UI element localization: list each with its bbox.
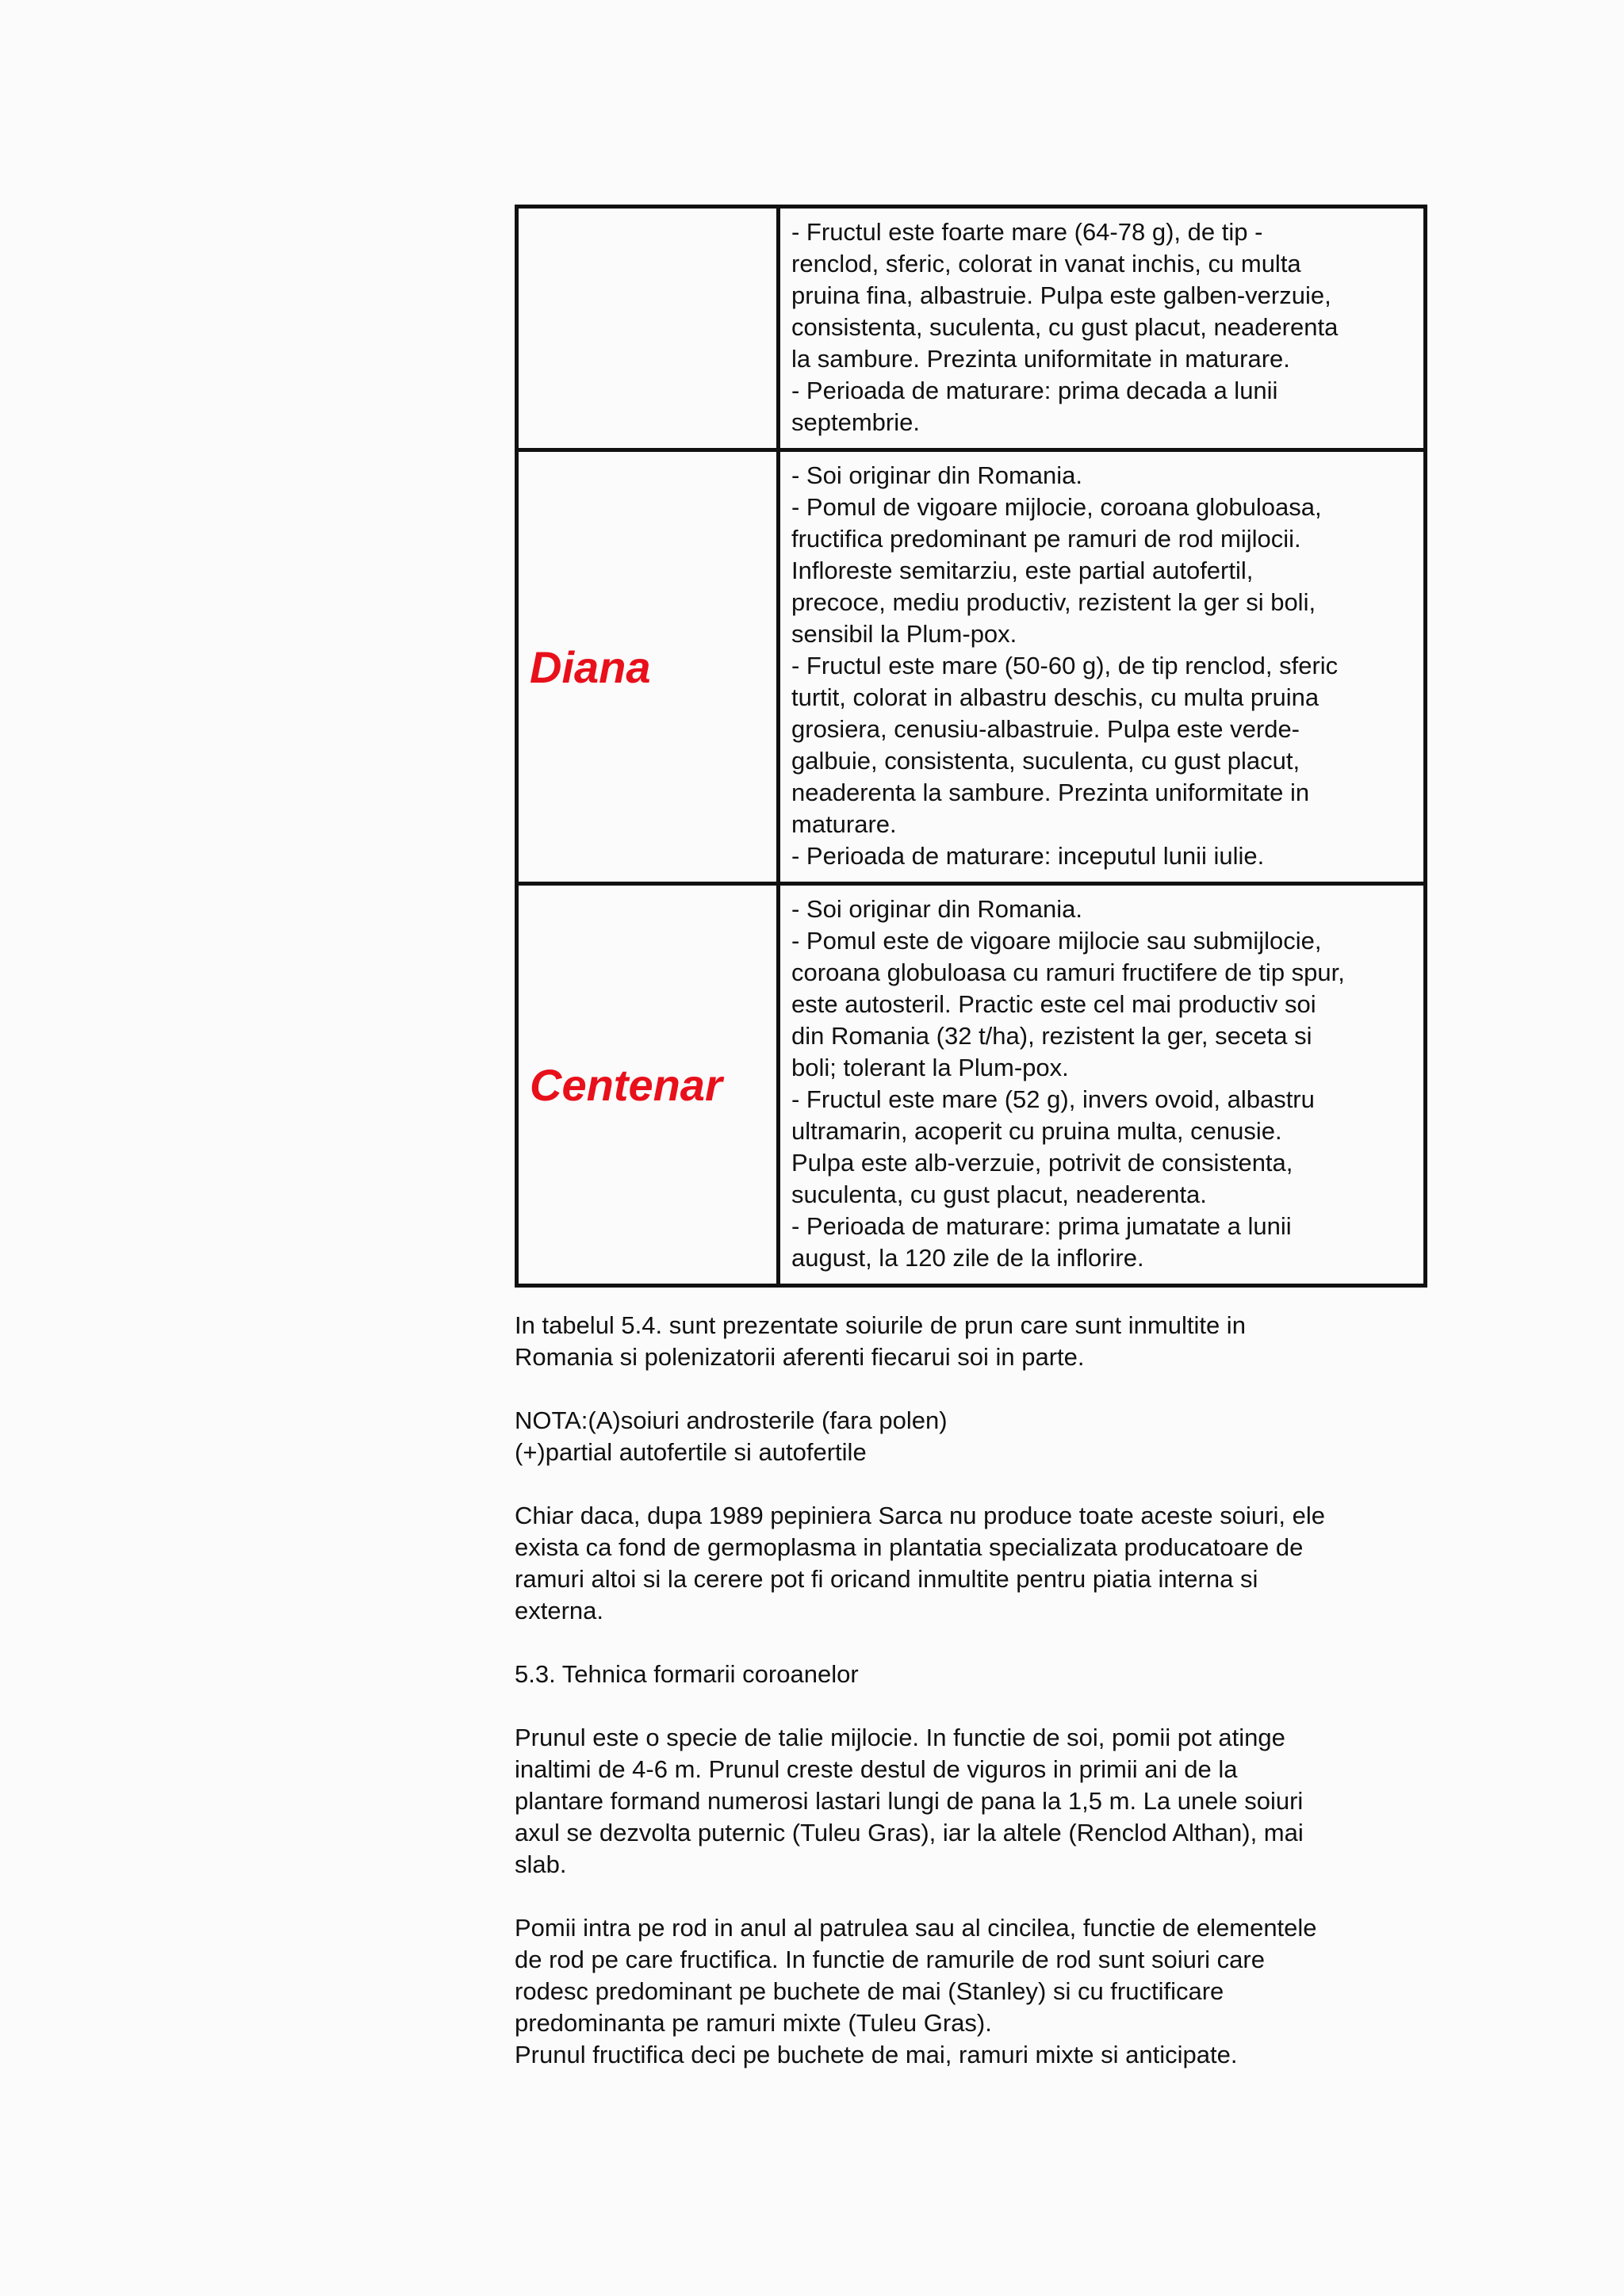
- description-line: sensibil la Plum-pox.: [791, 620, 1017, 648]
- description-line: august, la 120 zile de la inflorire.: [791, 1244, 1144, 1272]
- text-line: NOTA:(A)soiuri androsterile (fara polen): [515, 1406, 948, 1434]
- description-line: - Pomul de vigoare mijlocie, coroana globuloasa,: [791, 493, 1322, 521]
- variety-name-centenar: Centenar: [530, 1059, 722, 1110]
- description-line: - Perioada de maturare: prima jumatate a lunii: [791, 1212, 1292, 1240]
- description-line: neaderenta la sambure. Prezinta uniformitate in: [791, 779, 1310, 806]
- text-line: Prunul este o specie de talie mijlocie. In functie de soi, pomii pot atinge: [515, 1724, 1285, 1751]
- variety-description: [779, 884, 1426, 1286]
- paragraph-note: [515, 1405, 1434, 1468]
- table-row: [517, 450, 1426, 884]
- text-line: predominanta pe ramuri mixte (Tuleu Gras).: [515, 2009, 992, 2037]
- description-line: Pulpa este alb-verzuie, potrivit de consistenta,: [791, 1149, 1293, 1177]
- description-line: fructifica predominant pe ramuri de rod mijlocii.: [791, 525, 1301, 553]
- description-line: pruina fina, albastruie. Pulpa este galben-verzuie,: [791, 281, 1331, 309]
- variety-description: [779, 207, 1426, 450]
- text-line: In tabelul 5.4. sunt prezentate soiurile de prun care sunt inmultite in: [515, 1311, 1246, 1339]
- description-line: maturare.: [791, 810, 897, 838]
- description-line: suculenta, cu gust placut, neaderenta.: [791, 1181, 1207, 1208]
- paragraph-fruiting: [515, 1912, 1434, 2071]
- description-line: - Perioada de maturare: prima decada a lunii: [791, 377, 1278, 404]
- description-line: septembrie.: [791, 408, 920, 436]
- description-line: Infloreste semitarziu, este partial autofertil,: [791, 557, 1254, 584]
- variety-description: [779, 450, 1426, 884]
- plum-variety-table: [515, 205, 1427, 1288]
- paragraph-tree-size: [515, 1722, 1434, 1881]
- text-line: exista ca fond de germoplasma in plantatia specializata producatoare de: [515, 1533, 1304, 1561]
- text-line: Pomii intra pe rod in anul al patrulea sau al cincilea, functie de elementele: [515, 1914, 1317, 1942]
- text-line: Prunul fructifica deci pe buchete de mai, ramuri mixte si anticipate.: [515, 2041, 1238, 2068]
- description-line: turtit, colorat in albastru deschis, cu multa pruina: [791, 683, 1320, 711]
- description-line: din Romania (32 t/ha), rezistent la ger, seceta si: [791, 1022, 1312, 1050]
- description-line: ultramarin, acoperit cu pruina multa, cenusie.: [791, 1117, 1282, 1145]
- description-line: boli; tolerant la Plum-pox.: [791, 1054, 1069, 1081]
- description-line: - Fructul este mare (50-60 g), de tip renclod, sferic: [791, 652, 1339, 679]
- text-line: externa.: [515, 1597, 604, 1624]
- body-text: [515, 1310, 1434, 2071]
- text-line: 5.3. Tehnica formarii coroanelor: [515, 1660, 859, 1688]
- section-heading: [515, 1659, 1434, 1690]
- paragraph-germplasm: [515, 1500, 1434, 1627]
- description-line: coroana globuloasa cu ramuri fructifere de tip spur,: [791, 959, 1345, 986]
- text-line: slab.: [515, 1850, 567, 1878]
- text-line: axul se dezvolta puternic (Tuleu Gras), iar la altele (Renclod Althan), mai: [515, 1819, 1304, 1846]
- text-line: (+)partial autofertile si autofertile: [515, 1438, 867, 1466]
- description-line: - Perioada de maturare: inceputul lunii iulie.: [791, 842, 1265, 870]
- text-line: inaltimi de 4-6 m. Prunul creste destul de viguros in primii ani de la: [515, 1755, 1238, 1783]
- table-row: [517, 207, 1426, 450]
- description-line: galbuie, consistenta, suculenta, cu gust placut,: [791, 747, 1300, 775]
- table-row: [517, 884, 1426, 1286]
- description-line: grosiera, cenusiu-albastruie. Pulpa este verde-: [791, 715, 1300, 743]
- description-line: - Pomul este de vigoare mijlocie sau submijlocie,: [791, 927, 1322, 955]
- description-line: la sambure. Prezinta uniformitate in maturare.: [791, 345, 1290, 373]
- text-line: de rod pe care fructifica. In functie de ramurile de rod sunt soiuri care: [515, 1946, 1265, 1973]
- description-line: - Soi originar din Romania.: [791, 895, 1083, 923]
- text-line: rodesc predominant pe buchete de mai (Stanley) si cu fructificare: [515, 1977, 1224, 2005]
- description-line: - Fructul este mare (52 g), invers ovoid, albastru: [791, 1085, 1315, 1113]
- text-line: ramuri altoi si la cerere pot fi oricand inmultite pentru piatia interna si: [515, 1565, 1258, 1593]
- text-line: Chiar daca, dupa 1989 pepiniera Sarca nu produce toate aceste soiuri, ele: [515, 1502, 1325, 1529]
- variety-name-cell: [517, 207, 779, 450]
- text-line: plantare formand numerosi lastari lungi de pana la 1,5 m. La unele soiuri: [515, 1787, 1304, 1815]
- variety-name-diana: Diana: [530, 641, 651, 692]
- text-line: Romania si polenizatorii aferenti fiecarui soi in parte.: [515, 1343, 1085, 1371]
- description-line: - Soi originar din Romania.: [791, 461, 1083, 489]
- description-line: precoce, mediu productiv, rezistent la ger si boli,: [791, 588, 1316, 616]
- description-line: renclod, sferic, colorat in vanat inchis, cu multa: [791, 250, 1301, 277]
- description-line: consistenta, suculenta, cu gust placut, neaderenta: [791, 313, 1339, 341]
- variety-name-cell: [517, 884, 779, 1286]
- variety-name-cell: [517, 450, 779, 884]
- description-line: este autosteril. Practic este cel mai productiv soi: [791, 990, 1316, 1018]
- paragraph-table-intro: [515, 1310, 1434, 1373]
- description-line: - Fructul este foarte mare (64-78 g), de tip -: [791, 218, 1263, 246]
